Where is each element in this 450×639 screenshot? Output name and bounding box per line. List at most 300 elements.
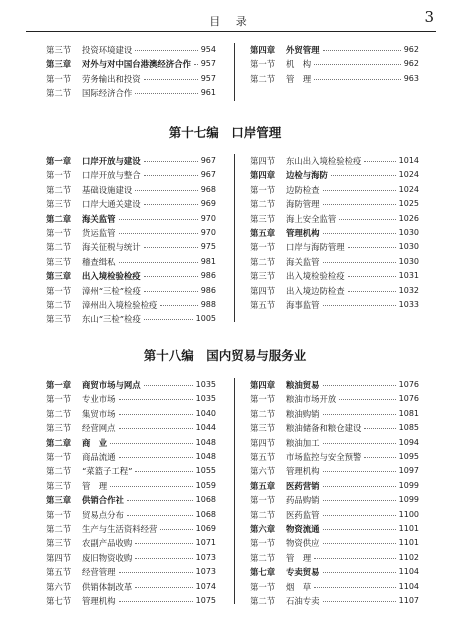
toc-leader-dots: [135, 93, 198, 94]
toc-entry-number: 第一节: [250, 495, 276, 506]
toc-leader-dots: [119, 233, 198, 234]
toc-entry-number: 第三节: [46, 314, 72, 325]
toc-section-entry: [250, 269, 419, 283]
toc-entry-title: 废旧物资收购: [82, 552, 133, 563]
toc-section-entry: [250, 240, 419, 254]
toc-entry-page: 1101: [398, 524, 419, 533]
toc-section-entry: [250, 183, 419, 197]
toc-leader-dots: [135, 543, 193, 544]
toc-leader-dots: [314, 558, 396, 559]
toc-chapter-entry: [46, 212, 216, 226]
toc-part18-right-column: [250, 378, 419, 604]
toc-entry-page: 1040: [195, 408, 216, 418]
toc-entry-number: 第一节: [250, 184, 276, 195]
toc-leader-dots: [119, 219, 198, 220]
toc-entry-number: 第二章: [46, 437, 72, 448]
toc-section-entry: [250, 72, 419, 86]
toc-leader-dots: [323, 385, 396, 386]
toc-entry-page: 986: [200, 271, 216, 281]
toc-leader-dots: [364, 428, 396, 429]
toc-entry-number: 第一节: [250, 538, 276, 549]
toc-entry-number: 第三节: [250, 271, 276, 282]
toc-entry-title: 海上安全监管: [286, 213, 337, 224]
toc-leader-dots: [119, 572, 193, 573]
toc-chapter-entry: [250, 565, 419, 579]
toc-part17-left-column: [46, 154, 216, 324]
toc-entry-page: 962: [403, 59, 419, 69]
toc-entry-number: 第一节: [46, 509, 72, 520]
toc-section-entry: [46, 522, 216, 536]
toc-entry-number: 第六节: [250, 466, 276, 477]
toc-entry-title: 管 理: [82, 480, 108, 491]
toc-leader-dots: [348, 276, 396, 277]
toc-leader-dots: [144, 291, 198, 292]
toc-entry-title: 海关征税与统计: [82, 242, 141, 253]
toc-entry-number: 第三节: [46, 256, 72, 267]
toc-entry-page: 954: [200, 45, 216, 54]
toc-section-entry: [250, 407, 419, 421]
toc-entry-number: 第二节: [250, 552, 276, 563]
toc-chapter-entry: [250, 43, 419, 57]
page-header: [26, 0, 436, 34]
part-18-title: 第十八编 国内贸易与服务业: [143, 348, 307, 363]
column-divider-top: [234, 43, 235, 101]
toc-entry-title: “菜篮子工程”: [82, 466, 133, 477]
part-17-title: 第十七编 口岸管理: [168, 125, 282, 140]
toc-section-entry: [250, 57, 419, 71]
toc-leader-dots: [135, 587, 193, 588]
toc-section-entry: [46, 464, 216, 478]
toc-leader-dots: [144, 161, 198, 162]
toc-entry-page: 962: [403, 45, 419, 54]
toc-entry-page: 1005: [195, 314, 216, 324]
toc-leader-dots: [323, 529, 396, 530]
toc-entry-page: 975: [200, 242, 216, 252]
toc-leader-dots: [323, 500, 396, 501]
toc-entry-title: 商 业: [82, 437, 108, 448]
toc-section-entry: [250, 493, 419, 507]
toc-entry-title: 投资环境建设: [82, 45, 133, 55]
toc-entry-title: 物资供应: [286, 538, 320, 549]
toc-section-entry: [46, 580, 216, 594]
toc-leader-dots: [144, 385, 193, 386]
toc-entry-title: 国际经济合作: [82, 88, 133, 99]
toc-entry-number: 第五节: [250, 452, 276, 462]
toc-entry-page: 1094: [398, 437, 419, 447]
toc-entry-number: 第四章: [250, 170, 276, 181]
toc-entry-title: 商品流通: [82, 452, 116, 462]
toc-section-entry: [46, 479, 216, 493]
toc-entry-title: 粮油购销: [286, 408, 320, 419]
toc-entry-number: 第四节: [250, 285, 276, 296]
toc-entry-number: 第四节: [250, 156, 276, 166]
toc-top-right-column: [250, 43, 419, 93]
toc-entry-page: 1104: [398, 567, 419, 577]
header-title: 目 录: [209, 15, 253, 28]
toc-entry-page: 957: [200, 59, 216, 69]
toc-entry-page: 1031: [398, 271, 419, 281]
toc-leader-dots: [119, 262, 198, 263]
toc-entry-page: 1026: [398, 213, 419, 223]
column-divider-part17: [234, 154, 235, 322]
toc-entry-number: 第二节: [46, 524, 72, 534]
toc-chapter-entry: [46, 57, 216, 71]
toc-section-entry: [250, 197, 419, 211]
toc-top-left-column: [46, 43, 216, 103]
toc-entry-page: 1076: [398, 394, 419, 404]
toc-entry-page: 963: [403, 73, 419, 83]
toc-leader-dots: [323, 443, 396, 444]
toc-entry-number: 第七章: [250, 567, 276, 578]
toc-entry-number: 第一节: [46, 228, 72, 238]
toc-entry-title: 出入境检验检疫: [82, 271, 141, 282]
toc-leader-dots: [323, 543, 396, 544]
toc-section-entry: [46, 183, 216, 197]
toc-entry-number: 第三章: [46, 59, 72, 70]
toc-entry-title: 稽查缉私: [82, 256, 116, 267]
toc-entry-title: 海关监管: [82, 213, 116, 224]
toc-entry-page: 1033: [398, 300, 419, 309]
toc-section-entry: [46, 450, 216, 464]
toc-entry-number: 第五章: [250, 228, 276, 238]
toc-entry-page: 988: [200, 300, 216, 309]
toc-entry-page: 968: [200, 184, 216, 194]
toc-entry-title: 商贸市场与网点: [82, 380, 141, 390]
toc-entry-title: 集贸市场: [82, 408, 116, 419]
toc-entry-number: 第四节: [46, 552, 72, 563]
toc-entry-title: 医药营销: [286, 480, 320, 491]
toc-leader-dots: [110, 486, 193, 487]
toc-entry-number: 第一节: [250, 242, 276, 253]
toc-entry-page: 1076: [398, 380, 419, 389]
toc-section-entry: [46, 421, 216, 435]
toc-entry-title: 医药监管: [286, 509, 320, 520]
toc-section-entry: [46, 565, 216, 579]
toc-entry-title: 出入境检验检疫: [286, 271, 345, 282]
toc-leader-dots: [314, 79, 401, 80]
toc-leader-dots: [339, 219, 396, 220]
toc-entry-number: 第二节: [46, 300, 72, 310]
toc-leader-dots: [339, 399, 396, 400]
toc-leader-dots: [144, 247, 198, 248]
toc-section-entry: [250, 154, 419, 168]
toc-entry-title: 东山“三检”检疫: [82, 314, 141, 325]
toc-entry-number: 第一节: [46, 452, 72, 462]
toc-entry-page: 1075: [195, 596, 216, 605]
toc-entry-page: 1085: [398, 423, 419, 433]
toc-entry-page: 961: [200, 88, 216, 98]
toc-entry-title: 烟 草: [286, 581, 312, 592]
toc-entry-page: 1025: [398, 199, 419, 209]
toc-entry-number: 第一节: [46, 170, 72, 181]
toc-leader-dots: [160, 529, 193, 530]
toc-entry-title: 粮油贸易: [286, 380, 320, 390]
toc-leader-dots: [135, 190, 198, 191]
toc-entry-page: 1081: [398, 408, 419, 418]
toc-leader-dots: [160, 305, 198, 306]
toc-leader-dots: [364, 457, 396, 458]
toc-leader-dots: [135, 471, 193, 472]
toc-leader-dots: [135, 558, 193, 559]
toc-entry-number: 第二节: [46, 184, 72, 195]
toc-entry-title: 对外与对中国台港澳经济合作: [82, 59, 191, 70]
toc-section-entry: [250, 536, 419, 550]
toc-leader-dots: [127, 500, 193, 501]
toc-section-entry: [250, 436, 419, 450]
toc-entry-title: 供销合作社: [82, 495, 124, 506]
toc-entry-title: 口岸大通关建设: [82, 199, 141, 210]
toc-leader-dots: [144, 79, 198, 80]
toc-entry-page: 1101: [398, 538, 419, 548]
toc-entry-title: 出入境边防检查: [286, 285, 345, 296]
toc-entry-page: 1030: [398, 242, 419, 252]
toc-entry-title: 货运监管: [82, 228, 116, 238]
toc-entry-page: 957: [200, 73, 216, 83]
toc-entry-number: 第六章: [250, 524, 276, 534]
toc-section-entry: [46, 594, 216, 608]
toc-entry-number: 第四节: [250, 437, 276, 448]
toc-leader-dots: [323, 471, 396, 472]
toc-entry-page: 981: [200, 256, 216, 266]
toc-entry-title: 生产与生活资料经营: [82, 524, 158, 534]
toc-entry-title: 海防管理: [286, 199, 320, 210]
toc-leader-dots: [323, 305, 396, 306]
toc-entry-number: 第二节: [46, 408, 72, 419]
toc-section-entry: [250, 508, 419, 522]
toc-section-entry: [46, 392, 216, 406]
column-divider-part18: [234, 378, 235, 604]
toc-entry-number: 第一节: [250, 394, 276, 405]
toc-entry-number: 第三章: [46, 271, 72, 282]
toc-entry-title: 石油专卖: [286, 596, 320, 606]
toc-chapter-entry: [46, 154, 216, 168]
toc-section-entry: [46, 43, 216, 57]
toc-entry-page: 1024: [398, 170, 419, 180]
toc-leader-dots: [323, 486, 396, 487]
toc-entry-title: 边防检查: [286, 184, 320, 195]
toc-section-entry: [250, 212, 419, 226]
toc-leader-dots: [144, 204, 198, 205]
toc-chapter-entry: [250, 168, 419, 182]
toc-entry-title: 物资流通: [286, 524, 320, 534]
toc-leader-dots: [364, 161, 396, 162]
toc-leader-dots: [348, 291, 396, 292]
toc-leader-dots: [119, 601, 193, 602]
toc-section-entry: [46, 284, 216, 298]
toc-entry-page: 1102: [398, 552, 419, 562]
toc-entry-title: 管 理: [286, 73, 312, 84]
toc-entry-page: 1074: [195, 581, 216, 591]
toc-entry-title: 外贸管理: [286, 45, 320, 55]
toc-entry-page: 1095: [398, 452, 419, 461]
toc-entry-title: 口岸开放与建设: [82, 156, 141, 166]
toc-entry-page: 1068: [195, 495, 216, 505]
toc-entry-page: 1030: [398, 256, 419, 266]
toc-entry-number: 第七节: [46, 596, 72, 606]
toc-leader-dots: [323, 204, 396, 205]
toc-entry-title: 市场监控与安全预警: [286, 452, 362, 462]
toc-entry-title: 药品购销: [286, 495, 320, 506]
toc-entry-title: 专业市场: [82, 394, 116, 405]
toc-entry-number: 第二节: [46, 466, 72, 477]
toc-entry-number: 第三章: [46, 495, 72, 506]
toc-part18-left-column: [46, 378, 216, 604]
toc-entry-page: 1035: [195, 380, 216, 389]
toc-entry-page: 1055: [195, 466, 216, 476]
toc-section-entry: [250, 450, 419, 464]
toc-entry-page: 1099: [398, 480, 419, 490]
toc-leader-dots: [323, 190, 396, 191]
toc-entry-number: 第二节: [250, 256, 276, 267]
toc-entry-page: 1014: [398, 156, 419, 165]
toc-section-entry: [46, 197, 216, 211]
toc-leader-dots: [331, 175, 396, 176]
toc-chapter-entry: [250, 522, 419, 536]
toc-entry-number: 第二节: [250, 596, 276, 606]
toc-entry-page: 969: [200, 199, 216, 209]
toc-leader-dots: [144, 276, 198, 277]
toc-chapter-entry: [46, 493, 216, 507]
toc-leader-dots: [323, 601, 396, 602]
toc-entry-number: 第二节: [46, 242, 72, 253]
toc-entry-page: 967: [200, 156, 216, 165]
toc-section-entry: [250, 594, 419, 608]
toc-entry-page: 967: [200, 170, 216, 180]
toc-entry-page: 1069: [195, 524, 216, 533]
toc-leader-dots: [144, 319, 193, 320]
toc-leader-dots: [323, 515, 396, 516]
toc-entry-title: 口岸与海防管理: [286, 242, 345, 253]
toc-leader-dots: [323, 262, 396, 263]
toc-section-entry: [46, 298, 216, 312]
toc-section-entry: [46, 72, 216, 86]
toc-chapter-entry: [46, 269, 216, 283]
toc-section-entry: [46, 551, 216, 565]
toc-section-entry: [46, 508, 216, 522]
toc-entry-title: 机 构: [286, 59, 312, 70]
toc-leader-dots: [135, 50, 198, 51]
toc-section-entry: [46, 255, 216, 269]
toc-entry-number: 第二节: [250, 408, 276, 419]
toc-section-entry: [46, 240, 216, 254]
toc-entry-page: 1107: [398, 596, 419, 605]
toc-entry-page: 1104: [398, 581, 419, 591]
toc-part17-right-column: [250, 154, 419, 310]
toc-entry-title: 管 理: [286, 552, 312, 563]
toc-leader-dots: [144, 175, 198, 176]
toc-leader-dots: [314, 587, 396, 588]
toc-entry-page: 1068: [195, 509, 216, 519]
toc-entry-title: 粮油市场开放: [286, 394, 337, 405]
toc-entry-number: 第三节: [46, 199, 72, 210]
toc-entry-page: 1044: [195, 423, 216, 433]
toc-entry-title: 漳州出入境检验检疫: [82, 300, 158, 310]
toc-entry-page: 1099: [398, 495, 419, 505]
toc-entry-page: 1097: [398, 466, 419, 476]
toc-entry-page: 970: [200, 213, 216, 223]
toc-entry-number: 第三节: [46, 538, 72, 549]
toc-entry-title: 供销体制改革: [82, 581, 133, 592]
toc-entry-number: 第一节: [46, 285, 72, 296]
toc-entry-page: 1035: [195, 394, 216, 404]
toc-entry-number: 第二章: [46, 213, 72, 224]
toc-entry-page: 1024: [398, 184, 419, 194]
toc-section-entry: [250, 392, 419, 406]
toc-chapter-entry: [250, 378, 419, 392]
toc-section-entry: [250, 298, 419, 312]
toc-entry-page: 1100: [398, 509, 419, 519]
toc-entry-title: 专卖贸易: [286, 567, 320, 578]
header-rule: [26, 31, 436, 32]
toc-entry-page: 1073: [195, 552, 216, 562]
toc-entry-title: 东山出入境检验检疫: [286, 156, 362, 166]
toc-section-entry: [250, 284, 419, 298]
toc-leader-dots: [323, 572, 396, 573]
toc-entry-page: 1032: [398, 285, 419, 295]
toc-leader-dots: [348, 247, 396, 248]
toc-entry-number: 第二节: [250, 509, 276, 520]
toc-entry-page: 1048: [195, 437, 216, 447]
toc-entry-title: 基础设施建设: [82, 184, 133, 195]
toc-chapter-entry: [250, 226, 419, 240]
toc-leader-dots: [323, 233, 396, 234]
toc-leader-dots: [323, 414, 396, 415]
toc-entry-title: 边检与海防: [286, 170, 328, 181]
toc-entry-title: 粮油储备和粮仓建设: [286, 423, 362, 434]
toc-leader-dots: [119, 457, 193, 458]
toc-entry-number: 第五节: [46, 567, 72, 578]
toc-entry-page: 1073: [195, 567, 216, 577]
toc-leader-dots: [323, 50, 401, 51]
toc-entry-number: 第五章: [250, 480, 276, 491]
toc-section-entry: [250, 551, 419, 565]
toc-entry-number: 第一节: [250, 59, 276, 70]
toc-entry-number: 第一节: [46, 73, 72, 84]
toc-entry-page: 970: [200, 228, 216, 237]
toc-section-entry: [46, 536, 216, 550]
toc-chapter-entry: [46, 436, 216, 450]
toc-section-entry: [46, 86, 216, 100]
toc-entry-title: 管理机构: [286, 228, 320, 238]
toc-entry-title: 口岸开放与整合: [82, 170, 141, 181]
toc-entry-title: 漳州“三检”检疫: [82, 285, 141, 296]
toc-leader-dots: [127, 515, 193, 516]
toc-entry-number: 第三节: [46, 45, 72, 55]
toc-leader-dots: [119, 428, 193, 429]
toc-entry-number: 第一节: [250, 581, 276, 592]
toc-entry-number: 第三节: [250, 423, 276, 434]
toc-entry-title: 劳务输出和投资: [82, 73, 141, 84]
toc-entry-page: 1030: [398, 228, 419, 237]
toc-entry-number: 第二节: [46, 88, 72, 99]
toc-entry-title: 贸易点分布: [82, 509, 124, 520]
toc-section-entry: [46, 407, 216, 421]
toc-leader-dots: [110, 443, 193, 444]
toc-entry-title: 海关监管: [286, 256, 320, 267]
toc-entry-number: 第三节: [46, 480, 72, 491]
toc-section-entry: [250, 421, 419, 435]
toc-entry-title: 经营管理: [82, 567, 116, 578]
toc-leader-dots: [194, 64, 198, 65]
toc-chapter-entry: [46, 378, 216, 392]
toc-entry-page: 1059: [195, 480, 216, 490]
toc-entry-title: 粮油加工: [286, 437, 320, 448]
toc-entry-page: 1071: [195, 538, 216, 548]
toc-entry-number: 第二节: [250, 73, 276, 84]
toc-entry-number: 第五节: [250, 300, 276, 310]
toc-leader-dots: [314, 64, 401, 65]
toc-section-entry: [46, 226, 216, 240]
